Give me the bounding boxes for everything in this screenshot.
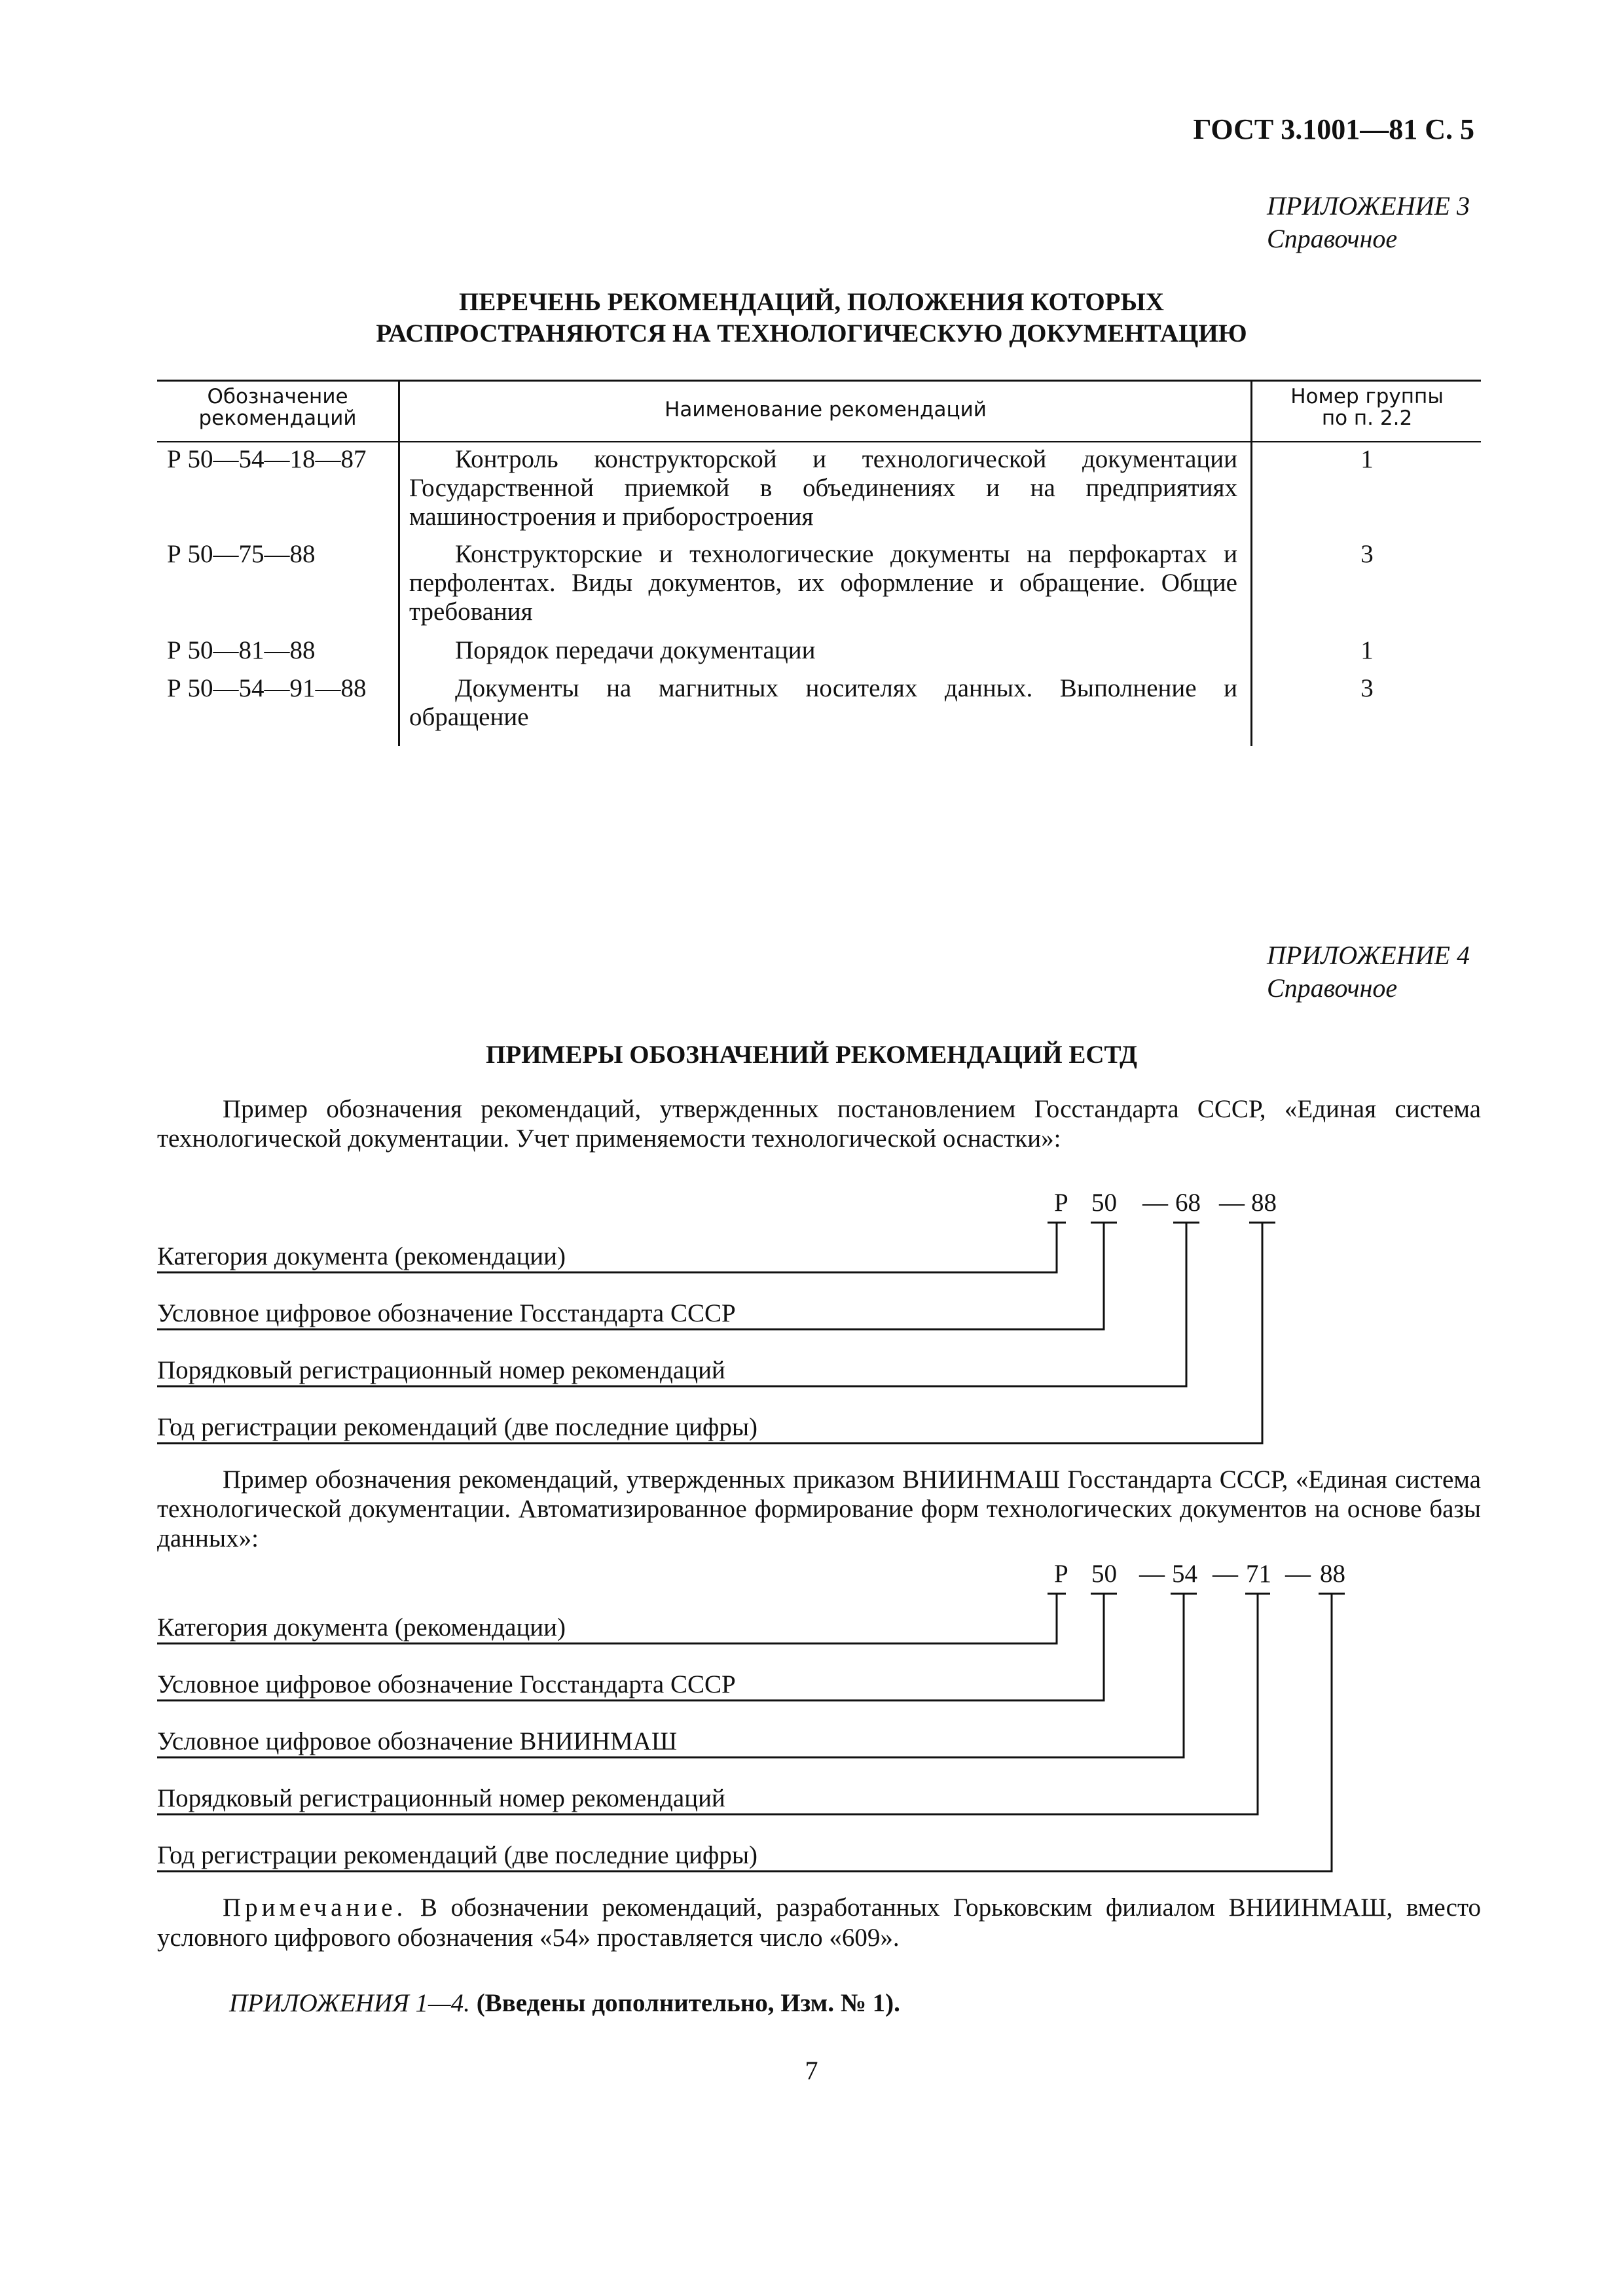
example-2-code-year: 88 <box>1320 1560 1345 1588</box>
example-2-label-gosstandart: Условное цифровое обозначение Госстандарта СССР <box>157 1670 736 1698</box>
example-2-label-category: Категория документа (рекомендации) <box>157 1613 566 1641</box>
document-header: ГОСТ 3.1001—81 С. 5 <box>1193 113 1474 145</box>
example-1-code-year: 88 <box>1251 1189 1277 1217</box>
example-2-label-vniinmash: Условное цифровое обозначение ВНИИНМАШ <box>157 1727 678 1755</box>
leader-ex1-year <box>157 1223 1275 1443</box>
appendix-4-label: ПРИЛОЖЕНИЕ 4 <box>1267 941 1470 970</box>
table-row-4-name: Документы на магнитных носителях данных. Выполнение и обращение <box>409 674 1237 731</box>
table-row-1-code: Р 50—54—18—87 <box>167 445 367 473</box>
appendix-3-title-line2: РАСПРОСТРАНЯЮТСЯ НА ТЕХНОЛОГИЧЕСКУЮ ДОКУМЕНТАЦИЮ <box>376 319 1247 348</box>
example-1-code-gosstandart: 50 <box>1091 1189 1117 1217</box>
leader-ex1-category <box>157 1223 1066 1272</box>
leader-ex2-vniinmash <box>157 1594 1197 1757</box>
example-1-code-category: Р <box>1054 1189 1068 1217</box>
amendment-text: (Введены дополнительно, Изм. № 1). <box>469 1989 900 2017</box>
example-2-code-category: Р <box>1054 1560 1068 1588</box>
example-1-code-dash-1: — <box>1142 1189 1168 1217</box>
table-row-2-code: Р 50—75—88 <box>167 540 316 568</box>
table-header-code: Обозначение рекомендаций <box>198 385 357 430</box>
example-2-code-dash-3: — <box>1285 1560 1311 1588</box>
example-1-label-number: Порядковый регистрационный номер рекомендаций <box>157 1356 725 1384</box>
table-row-2-name: Конструкторские и технологические документы на перфокартах и перфолентах. Виды документов, их оформление и обращение. Общие требования <box>409 540 1237 626</box>
example-2-intro: Пример обозначения рекомендаций, утвержденных приказом ВНИИНМАШ Госстандарта СССР, «Единая система технологической документации. Автоматизированное формирование форм технологических документов на основе базы данных»: <box>157 1465 1481 1552</box>
table-row-1-group: 1 <box>1360 445 1374 473</box>
example-1-code-number: 68 <box>1175 1189 1201 1217</box>
example-1-label-year: Год регистрации рекомендаций (две последние цифры) <box>157 1413 758 1441</box>
page-number: 7 <box>805 2056 818 2085</box>
leader-ex2-year <box>157 1594 1345 1871</box>
table-row-4-code: Р 50—54—91—88 <box>167 674 367 702</box>
example-2-label-number: Порядковый регистрационный номер рекомендаций <box>157 1784 725 1812</box>
appendix-3-label: ПРИЛОЖЕНИЕ 3 <box>1267 191 1470 221</box>
leader-ex1-number <box>157 1223 1199 1386</box>
leader-ex2-gosstandart <box>157 1594 1117 1700</box>
table-row-4-group: 3 <box>1360 674 1374 702</box>
example-2-code-gosstandart: 50 <box>1091 1560 1117 1588</box>
amendment-appendices: ПРИЛОЖЕНИЯ 1—4. <box>229 1989 470 2017</box>
example-2-label-year: Год регистрации рекомендаций (две последние цифры) <box>157 1841 758 1869</box>
example-1-label-gosstandart: Условное цифровое обозначение Госстандарта СССР <box>157 1299 736 1327</box>
example-1-code-dash-2: — <box>1219 1189 1245 1217</box>
table-header-name: Наименование рекомендаций <box>665 398 987 422</box>
example-2-code-dash-1: — <box>1139 1560 1165 1588</box>
example-2-code-vniinmash: 54 <box>1172 1560 1197 1588</box>
note-text: В обозначении рекомендаций, разработанных Горьковским филиалом ВНИИНМАШ, вместо условного цифрового обозначения «54» проставляется число «609». <box>157 1893 1481 1952</box>
table-header-group: Номер группы по п. 2.2 <box>1290 385 1444 430</box>
table-row-1-name: Контроль конструкторской и технологической документации Государственной приемкой в объединениях и на предприятиях машиностроения и приборостроения <box>409 445 1237 531</box>
table-row-3-group: 1 <box>1360 636 1374 664</box>
example-1-label-category: Категория документа (рекомендации) <box>157 1242 566 1270</box>
amendment-line <box>229 1988 900 2018</box>
note-label: Примечание. <box>223 1893 407 1922</box>
leader-ex2-category <box>157 1594 1066 1643</box>
note-paragraph <box>157 1893 1481 1953</box>
table-row-3-name: Порядок передачи документации <box>455 636 816 664</box>
appendix-3-title-line1: ПЕРЕЧЕНЬ РЕКОМЕНДАЦИЙ, ПОЛОЖЕНИЯ КОТОРЫХ <box>459 288 1164 316</box>
table-row-2-group: 3 <box>1360 540 1374 568</box>
appendix-3-kind: Справочное <box>1267 224 1398 253</box>
table-row-3-code: Р 50—81—88 <box>167 636 316 664</box>
appendix-4-title: ПРИМЕРЫ ОБОЗНАЧЕНИЙ РЕКОМЕНДАЦИЙ ЕСТД <box>486 1041 1137 1069</box>
example-2-code-number: 71 <box>1246 1560 1271 1588</box>
example-2-code-dash-2: — <box>1213 1560 1238 1588</box>
appendix-4-kind: Справочное <box>1267 973 1398 1003</box>
leader-ex1-gosstandart <box>157 1223 1117 1329</box>
example-1-intro: Пример обозначения рекомендаций, утвержденных постановлением Госстандарта СССР, «Единая система технологической документации. Учет применяемости технологической оснастки»: <box>157 1095 1481 1153</box>
